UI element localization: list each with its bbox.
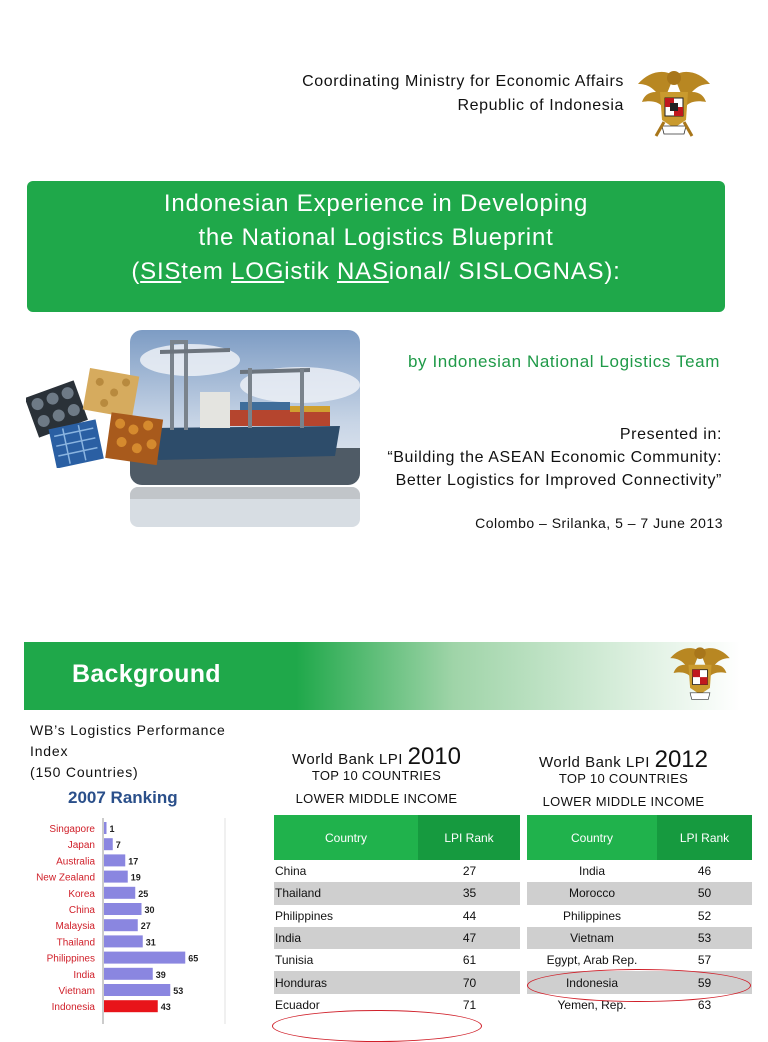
wb-label-line-1: WB’s Logistics Performance bbox=[30, 722, 226, 738]
col-country-header: Country bbox=[527, 815, 657, 860]
chart-category-label: Indonesia bbox=[51, 1002, 95, 1014]
table-header bbox=[274, 815, 520, 860]
table-row bbox=[274, 882, 520, 904]
rank-cell: 61 bbox=[462, 953, 477, 968]
chart-bar bbox=[104, 952, 185, 964]
table-row bbox=[274, 949, 520, 971]
chart-category-label: New Zealand bbox=[36, 872, 95, 884]
chart-value-label: 7 bbox=[115, 840, 121, 851]
chart-bar bbox=[104, 968, 153, 980]
photo-reflection bbox=[130, 487, 360, 527]
country-cell: Egypt, Arab Rep. bbox=[546, 953, 638, 968]
materials-collage bbox=[26, 368, 176, 468]
wb-lpi-label bbox=[30, 720, 226, 783]
chart-bar bbox=[104, 871, 128, 883]
country-cell: Morocco bbox=[568, 886, 615, 901]
chart-value-label: 25 bbox=[138, 888, 149, 899]
chart-category-label: Vietnam bbox=[58, 986, 95, 997]
chart-value-label: 30 bbox=[144, 905, 155, 915]
chart-category-label: Thailand bbox=[56, 937, 95, 949]
title-line-2: the National Logistics Blueprint bbox=[198, 224, 554, 251]
table-2010-prefix: World Bank LPI bbox=[292, 751, 408, 768]
table-2010 bbox=[274, 815, 520, 1016]
title-line-3: (SIStem LOGistik NASional/ SISLOGNAS): bbox=[131, 258, 621, 285]
rank-cell: 59 bbox=[697, 975, 712, 990]
table-row bbox=[274, 927, 520, 949]
table-2012-year: 2012 bbox=[654, 746, 708, 773]
chart-category-label: Korea bbox=[68, 888, 95, 900]
rank-cell: 70 bbox=[462, 975, 477, 990]
table-2010-income-group: LOWER MIDDLE INCOME bbox=[295, 791, 458, 806]
country-cell: Thailand bbox=[275, 886, 322, 901]
chart-value-label: 53 bbox=[173, 986, 184, 996]
venue-date: Colombo – Srilanka, 5 – 7 June 2013 bbox=[475, 515, 723, 531]
table-2012-subtitle: TOP 10 COUNTRIES bbox=[558, 771, 689, 786]
country-cell: Vietnam bbox=[570, 931, 614, 946]
chart-value-label: 43 bbox=[160, 1002, 171, 1013]
event-title-line-2: Better Logistics for Improved Connectivity” bbox=[395, 472, 722, 489]
event-title-line-1: “Building the ASEAN Economic Community: bbox=[387, 449, 722, 466]
rank-cell: 27 bbox=[462, 864, 477, 879]
chart-bar bbox=[104, 838, 113, 850]
rank-cell: 44 bbox=[462, 908, 477, 923]
country-cell: Philippines bbox=[562, 908, 622, 923]
table-row bbox=[527, 882, 752, 904]
chart-category-label: Singapore bbox=[49, 824, 95, 835]
table-row bbox=[527, 905, 752, 927]
chart-category-label: Australia bbox=[56, 856, 95, 868]
table-row bbox=[527, 860, 752, 882]
country-cell: China bbox=[275, 864, 307, 879]
ranking-chart-title: 2007 Ranking bbox=[68, 788, 178, 807]
title-line-1: Indonesian Experience in Developing bbox=[163, 190, 589, 217]
col-rank-header: LPI Rank bbox=[418, 815, 520, 860]
table-2010-subtitle: TOP 10 COUNTRIES bbox=[311, 768, 442, 783]
table-2012-income-group: LOWER MIDDLE INCOME bbox=[542, 794, 705, 809]
rank-cell: 57 bbox=[697, 953, 712, 968]
table-2012-prefix: World Bank LPI bbox=[539, 754, 655, 771]
garuda-emblem-icon bbox=[634, 62, 714, 142]
background-title: Background bbox=[72, 660, 221, 688]
table-row bbox=[274, 860, 520, 882]
table-2012-heading bbox=[539, 746, 708, 809]
country-cell: Honduras bbox=[275, 975, 328, 990]
country-cell: Yemen, Rep. bbox=[557, 997, 627, 1012]
rank-cell: 63 bbox=[697, 997, 712, 1012]
rank-cell: 35 bbox=[462, 886, 477, 901]
rank-cell: 47 bbox=[462, 931, 477, 946]
chart-bar bbox=[104, 1000, 158, 1012]
rank-cell: 46 bbox=[697, 864, 712, 879]
country-cell: Indonesia bbox=[565, 975, 619, 990]
rank-cell: 53 bbox=[697, 931, 712, 946]
rank-cell: 52 bbox=[697, 908, 712, 923]
chart-value-label: 19 bbox=[130, 872, 141, 883]
chart-category-label: Malaysia bbox=[55, 921, 95, 933]
country-cell: Tunisia bbox=[275, 953, 314, 968]
chart-bar bbox=[104, 984, 170, 996]
country-cell: India bbox=[578, 864, 606, 879]
chart-category-label: India bbox=[73, 969, 95, 981]
chart-bar bbox=[104, 822, 107, 834]
table-header bbox=[527, 815, 752, 860]
chart-value-label: 39 bbox=[155, 969, 166, 980]
ministry-name: Coordinating Ministry for Economic Affairs bbox=[302, 73, 624, 90]
chart-value-label: 27 bbox=[140, 921, 151, 932]
chart-value-label: 17 bbox=[128, 856, 139, 867]
chart-value-label: 1 bbox=[109, 824, 115, 834]
country-cell: India bbox=[275, 931, 302, 946]
chart-value-label: 65 bbox=[188, 953, 199, 964]
chart-bar bbox=[104, 887, 135, 899]
wb-label-line-3: (150 Countries) bbox=[30, 764, 139, 780]
table-row bbox=[274, 971, 520, 993]
table-2010-year: 2010 bbox=[407, 743, 461, 770]
chart-category-label: Philippines bbox=[46, 953, 95, 965]
presented-label: Presented in: bbox=[619, 426, 722, 443]
chart-bar bbox=[104, 935, 143, 947]
ministry-header bbox=[302, 70, 624, 118]
rank-cell: 50 bbox=[697, 886, 712, 901]
col-rank-header: LPI Rank bbox=[657, 815, 752, 860]
country-cell: Ecuador bbox=[275, 997, 320, 1012]
table-row bbox=[527, 927, 752, 949]
chart-category-label: China bbox=[68, 905, 95, 916]
chart-bar bbox=[104, 919, 138, 931]
chart-value-label: 31 bbox=[145, 937, 156, 948]
table-2010-heading bbox=[292, 743, 461, 806]
table-row bbox=[274, 905, 520, 927]
presented-block bbox=[387, 423, 722, 492]
rank-cell: 71 bbox=[462, 997, 477, 1012]
chart-bar bbox=[104, 903, 142, 915]
country-name: Republic of Indonesia bbox=[457, 97, 624, 114]
ranking-bar-chart bbox=[30, 818, 260, 1024]
byline: by Indonesian National Logistics Team bbox=[407, 352, 720, 371]
indonesia-highlight-ellipse bbox=[527, 969, 751, 1002]
country-cell: Philippines bbox=[275, 908, 334, 923]
garuda-emblem-icon bbox=[666, 640, 734, 706]
chart-category-label: Japan bbox=[67, 840, 95, 852]
chart-bar bbox=[104, 854, 125, 866]
wb-label-line-2: Index bbox=[30, 743, 69, 759]
highlight-ellipse bbox=[272, 1010, 482, 1042]
col-country-header: Country bbox=[274, 815, 418, 860]
title-banner bbox=[27, 181, 725, 312]
